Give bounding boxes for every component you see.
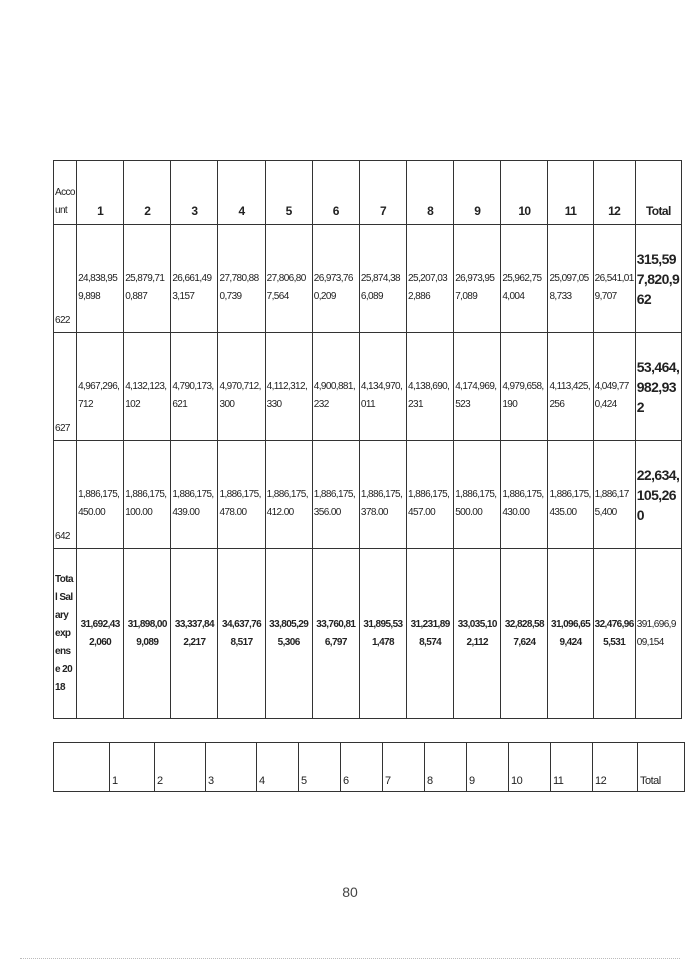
month-header: 3	[171, 161, 218, 225]
value-cell: 24,838,959,898	[77, 225, 124, 333]
value-cell: 1,886,175,439.00	[171, 441, 218, 549]
account-cell: 622	[54, 225, 77, 333]
month-header-table	[53, 742, 685, 792]
month-cell: 8	[425, 743, 467, 792]
value-cell: 1,886,175,356.00	[312, 441, 359, 549]
value-cell: 1,886,175,100.00	[124, 441, 171, 549]
empty-cell	[54, 743, 110, 792]
value-cell: 27,780,880,739	[218, 225, 265, 333]
summary-value-cell: 31,231,898,574	[407, 549, 454, 719]
value-cell: 4,112,312,330	[265, 333, 312, 441]
value-cell: 1,886,175,412.00	[265, 441, 312, 549]
table-row	[54, 441, 682, 549]
total-header: Total	[635, 161, 681, 225]
table-row	[54, 225, 682, 333]
row-total-cell: 315,597,820,962	[635, 225, 681, 333]
month-cell: 2	[155, 743, 206, 792]
month-header: 7	[359, 161, 406, 225]
summary-value-cell: 32,828,587,624	[501, 549, 548, 719]
value-cell: 26,541,019,707	[593, 225, 635, 333]
bottom-divider	[20, 958, 680, 959]
month-cell: 11	[551, 743, 593, 792]
value-cell: 1,886,175,457.00	[407, 441, 454, 549]
account-header: Acco unt	[54, 161, 77, 225]
salary-expense-table	[53, 160, 682, 719]
summary-value-cell: 31,096,659,424	[548, 549, 593, 719]
month-cell: 7	[383, 743, 425, 792]
month-header: 5	[265, 161, 312, 225]
month-cell: 5	[299, 743, 341, 792]
month-header: 11	[548, 161, 593, 225]
value-cell: 26,973,957,089	[454, 225, 501, 333]
value-cell: 4,049,770,424	[593, 333, 635, 441]
value-cell: 27,806,807,564	[265, 225, 312, 333]
value-cell: 4,174,969,523	[454, 333, 501, 441]
value-cell: 4,970,712,300	[218, 333, 265, 441]
value-cell: 4,790,173,621	[171, 333, 218, 441]
value-cell: 4,900,881,232	[312, 333, 359, 441]
month-header: 6	[312, 161, 359, 225]
header-row	[54, 161, 682, 225]
summary-value-cell: 33,337,842,217	[171, 549, 218, 719]
summary-label: Total Salary expense 2018	[54, 549, 77, 719]
value-cell: 1,886,175,378.00	[359, 441, 406, 549]
month-header: 1	[77, 161, 124, 225]
value-cell: 25,207,032,886	[407, 225, 454, 333]
row-total-cell: 53,464,982,932	[635, 333, 681, 441]
value-cell: 4,138,690,231	[407, 333, 454, 441]
month-header: 9	[454, 161, 501, 225]
value-cell: 4,967,296,712	[77, 333, 124, 441]
value-cell: 1,886,175,400	[593, 441, 635, 549]
summary-value-cell: 31,692,432,060	[77, 549, 124, 719]
summary-total-cell: 391,696,909,154	[635, 549, 681, 719]
summary-value-cell: 33,805,295,306	[265, 549, 312, 719]
account-cell: 627	[54, 333, 77, 441]
value-cell: 4,979,658,190	[501, 333, 548, 441]
month-cell: 4	[257, 743, 299, 792]
page-number: 80	[342, 884, 358, 900]
value-cell: 1,886,175,500.00	[454, 441, 501, 549]
month-header: 8	[407, 161, 454, 225]
month-header: 2	[124, 161, 171, 225]
value-cell: 1,886,175,478.00	[218, 441, 265, 549]
summary-value-cell: 32,476,965,531	[593, 549, 635, 719]
value-cell: 1,886,175,430.00	[501, 441, 548, 549]
value-cell: 25,097,058,733	[548, 225, 593, 333]
account-cell: 642	[54, 441, 77, 549]
month-header: 4	[218, 161, 265, 225]
value-cell: 4,132,123,102	[124, 333, 171, 441]
value-cell: 1,886,175,450.00	[77, 441, 124, 549]
month-header: 10	[501, 161, 548, 225]
month-cell: 1	[110, 743, 155, 792]
value-cell: 26,973,760,209	[312, 225, 359, 333]
value-cell: 1,886,175,435.00	[548, 441, 593, 549]
total-cell: Total	[638, 743, 685, 792]
header-row	[54, 743, 685, 792]
value-cell: 26,661,493,157	[171, 225, 218, 333]
month-cell: 9	[467, 743, 509, 792]
summary-row	[54, 549, 682, 719]
row-total-cell: 22,634,105,260	[635, 441, 681, 549]
month-cell: 3	[206, 743, 257, 792]
value-cell: 25,874,386,089	[359, 225, 406, 333]
month-header: 12	[593, 161, 635, 225]
summary-value-cell: 33,760,816,797	[312, 549, 359, 719]
summary-value-cell: 31,895,531,478	[359, 549, 406, 719]
summary-value-cell: 33,035,102,112	[454, 549, 501, 719]
table-row	[54, 333, 682, 441]
value-cell: 25,962,754,004	[501, 225, 548, 333]
month-cell: 12	[593, 743, 638, 792]
month-cell: 10	[509, 743, 551, 792]
value-cell: 4,134,970,011	[359, 333, 406, 441]
summary-value-cell: 31,898,009,089	[124, 549, 171, 719]
value-cell: 4,113,425,256	[548, 333, 593, 441]
value-cell: 25,879,710,887	[124, 225, 171, 333]
month-cell: 6	[341, 743, 383, 792]
summary-value-cell: 34,637,768,517	[218, 549, 265, 719]
